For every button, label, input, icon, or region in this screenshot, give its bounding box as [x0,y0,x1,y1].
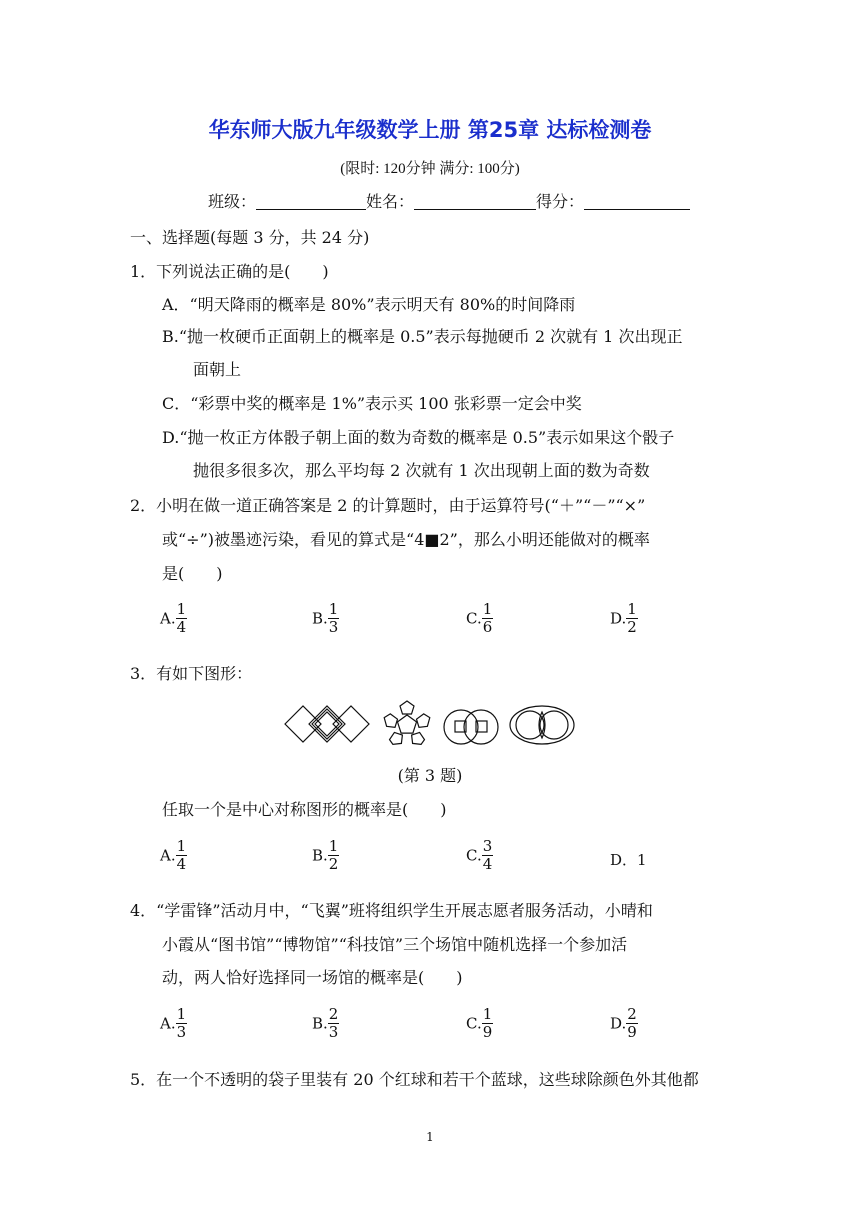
q1-option-d-line1: D.“抛一枚正方体骰子朝上面的数为奇数的概率是 0.5”表示如果这个骰子 [162,428,675,447]
q1-option-b-line1: B.“抛一枚硬币正面朝上的概率是 0.5”表示每抛硬币 2 次就有 1 次出现正 [162,327,683,346]
student-info-row [208,192,690,212]
q4-line2: 小霞从“图书馆”“博物馆”“科技馆”三个场馆中随机选择一个参加活 [162,935,628,954]
q3-figures [280,698,580,754]
q2-line2: 或“÷”)被墨迹污染，看见的算式是“4■2”，那么小明还能做对的概率 [162,530,650,549]
score-blank[interactable] [584,193,690,210]
fraction: $\frac{2}{3}$ [328,1005,339,1041]
fraction: $\frac{1}{6}$ [482,600,493,636]
q3-ask: 任取一个是中心对称图形的概率是( ) [162,800,447,819]
q4-option-d[interactable] [610,1006,638,1041]
q4-line1: 4．“学雷锋”活动月中，“飞翼”班将组织学生开展志愿者服务活动，小晴和 [130,901,653,920]
fraction: $\frac{1}{4}$ [176,600,187,636]
section-heading: 一、选择题(每题 3 分，共 24 分) [130,228,370,247]
fraction: $\frac{3}{4}$ [482,837,493,873]
q1-option-d-line2: 抛很多很多次，那么平均每 2 次就有 1 次出现朝上面的数为奇数 [193,461,650,480]
q4-line3: 动，两人恰好选择同一场馆的概率是( ) [162,968,463,987]
q1-option-b-line2: 面朝上 [193,360,242,379]
q4-option-b[interactable] [312,1006,339,1041]
option-label: C. [466,609,482,628]
option-label: C. [466,1014,482,1033]
class-label: 班级： [208,192,257,211]
q4-option-a[interactable] [160,1006,187,1041]
page-number: 1 [426,1130,434,1144]
page-title: 华东师大版九年级数学上册 第25章 达标检测卷 [208,118,652,142]
option-label: B. [312,609,328,628]
class-blank[interactable] [256,193,366,210]
fraction: $\frac{2}{9}$ [627,1005,637,1041]
figure-pentagon-flower [384,701,430,744]
q1-option-c: C．“彩票中奖的概率是 1%”表示买 100 张彩票一定会中奖 [162,394,582,413]
option-label: D. [610,609,627,628]
option-label: C. [466,846,482,865]
q3-option-d[interactable]: D．1 [610,851,647,869]
q3-option-c[interactable] [466,838,493,873]
q1-option-a: A．“明天降雨的概率是 80%”表示明天有 80%的时间降雨 [162,295,576,314]
q5-line1: 5．在一个不透明的袋子里装有 20 个红球和若干个蓝球，这些球除颜色外其他都 [130,1070,699,1089]
q2-line3: 是( ) [162,564,223,583]
fraction: $\frac{1}{4}$ [176,837,187,873]
q1-stem: 1．下列说法正确的是( ) [130,262,329,281]
q2-option-c[interactable] [466,601,493,636]
option-label: A. [160,609,176,628]
option-label: B. [312,1014,328,1033]
fraction: $\frac{1}{2}$ [627,600,637,636]
name-blank[interactable] [414,193,536,210]
option-label: D. [610,1014,627,1033]
figure-circle-pattern [510,706,574,744]
option-label: A. [160,1014,176,1033]
q2-option-b[interactable] [312,601,339,636]
fraction: $\frac{1}{2}$ [328,837,339,873]
option-label: B. [312,846,328,865]
name-label: 姓名： [366,192,415,211]
figure-diamonds [285,706,369,742]
q3-stem: 3．有如下图形： [130,664,253,683]
q4-option-c[interactable] [466,1006,493,1041]
figure-two-circles [444,710,498,744]
fraction: $\frac{1}{9}$ [482,1005,493,1041]
fraction: $\frac{1}{3}$ [328,600,339,636]
time-limit-subtitle: (限时: 120分钟 满分: 100分) [340,161,520,177]
q2-option-d[interactable] [610,601,638,636]
score-label: 得分： [536,192,585,211]
q3-option-b[interactable] [312,838,339,873]
q3-option-a[interactable] [160,838,187,873]
option-label: A. [160,846,176,865]
q3-caption: (第 3 题) [397,766,463,785]
q2-line1: 2．小明在做一道正确答案是 2 的计算题时，由于运算符号(“＋”“－”“×” [130,496,646,515]
q2-option-a[interactable] [160,601,187,636]
fraction: $\frac{1}{3}$ [176,1005,187,1041]
